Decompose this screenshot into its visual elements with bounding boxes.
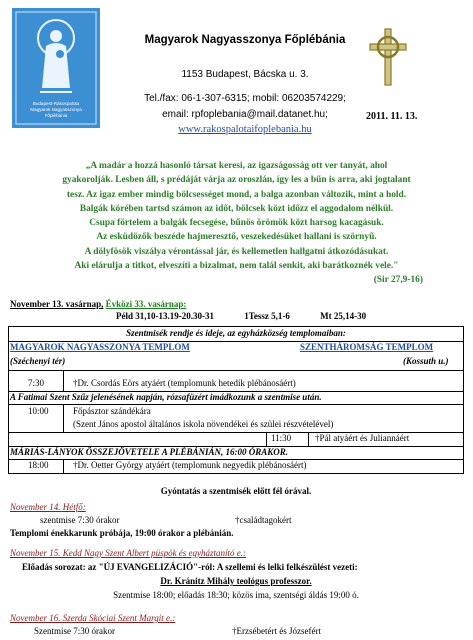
monday-note: Templomi énekkarunk próbája, 19:00 órakor a plébánián. xyxy=(10,528,234,538)
reading-second: 5,1-6 xyxy=(271,311,290,321)
parish-title: Magyarok Nagyasszonya Főplébánia xyxy=(144,34,346,46)
monday-heading: November 14. Hétfő: xyxy=(10,502,86,512)
church-name-1: MAGYAROK NAGYASSZONYA TEMPLOM xyxy=(10,342,190,352)
sunday-feast: Évközi 33. vasárnap: xyxy=(105,299,187,309)
confession-note: Gyóntatás a szentmisék előtt fél órával. xyxy=(160,486,312,496)
mass-table-caption: Szentmisék rendje és ideje, az egyházközség templomaiban: xyxy=(126,328,346,338)
address: 1153 Budapest, Bácska u. 3. xyxy=(181,69,309,80)
gospel: 25,14-30 xyxy=(333,311,367,321)
mass-time: 11:30 xyxy=(271,433,292,443)
mass-time: 18:00 xyxy=(28,460,49,470)
monday-intention: †családtagokért xyxy=(235,515,292,525)
quote-line: Balgák körében tartsd számon az időt, bölcsek közt időzz el aggodalom nélkül. xyxy=(79,203,394,214)
special-note: A Fatimai Szent Szűz jelenésének napján, rózsafüzért imádkozunk a szentmise után. xyxy=(10,392,322,402)
logo-text-line: Budapest-Rákospalota xyxy=(32,101,80,106)
readings xyxy=(116,311,366,321)
wednesday-intention: †Erzsébetért és Józsefért xyxy=(232,626,321,636)
scripture-quote xyxy=(10,159,463,288)
sunday-date: November 13. vasárnap, xyxy=(10,299,104,309)
logo-text-line: Főplébánia xyxy=(44,113,68,118)
celtic-cross-icon xyxy=(366,27,410,87)
reading-second-book: 1Tessz xyxy=(244,311,269,321)
tuesday-lecture: Előadás sorozat: az "ÚJ EVANGELIZÁCIÓ"-ról: A szellemi és lelki felkészülést vezeti: xyxy=(22,562,358,572)
quote-line: gyakorolják. Lesben áll, s prédáját várja az oroszlán, így les a bűn is arra, aki jogtalant xyxy=(62,175,411,186)
parish-logo xyxy=(12,8,100,128)
reading-first: Péld 31,10-13.19-20.30-31 xyxy=(116,311,214,321)
sunday-heading xyxy=(10,299,186,309)
quote-line: Az esküdözők beszéde hajmeresztő, veszekedésüket hallani is szörnyű. xyxy=(96,232,377,243)
tuesday-heading: November 15. Kedd Nagy Szent Albert püspök és egyháztanító e.: xyxy=(10,548,247,558)
quote-line: Aki elárulja a titkot, elveszíti a bizalmat, nem talál senkit, aki barátkoznék vele." xyxy=(74,261,399,272)
gospel-book: Mt xyxy=(320,311,332,321)
mass-time: 10:00 xyxy=(28,406,49,416)
mass-intention: Főpásztor szándékára xyxy=(73,406,151,416)
tuesday-times: Szentmise 18:00; előadás 18:30; közös ima, szentségi áldás 19:00 ó. xyxy=(113,590,359,600)
church-location-1: (Széchenyi tér) xyxy=(10,356,66,366)
mass-intention: †Dr. Oetter György atyáért (templomunk negyedik plébánosáért) xyxy=(73,460,307,470)
wednesday-heading: November 16. Szerda Skóciai Szent Margit e.: xyxy=(10,613,176,623)
mass-intention-detail: (Szent János apostol általános iskola növendékei és szülei részvételével) xyxy=(73,419,334,429)
logo-text-line: Magyarok Nagyasszonya xyxy=(30,107,82,112)
quote-line: „A madár a hozzá hasonló társat keresi, az igazságosság ott ver tanyát, ahol xyxy=(85,161,388,171)
email[interactable]: email: rpfoplebania@mail.datanet.hu; xyxy=(162,109,328,120)
quote-reference: (Sir 27,9-16) xyxy=(373,275,423,286)
special-note: MÁRIÁS-LÁNYOK ÖSSZEJÖVETELE A PLÉBÁNIÁN, 16:00 ÓRAKOR. xyxy=(10,447,288,457)
quote-line: tesz. Az igaz ember mindig bölcsességet mond, a balga azonban változik, mint a hold. xyxy=(66,189,407,200)
monday-mass: szentmise 7:30 órakor xyxy=(40,515,120,525)
bulletin-date: 2011. 11. 13. xyxy=(366,111,418,122)
tuesday-speaker: Dr. Kránitz Mihály teológus professzor. xyxy=(160,576,312,586)
phone: Tel./fax: 06-1-307-6315; mobil: 06203574229; xyxy=(144,93,346,104)
mass-intention: †Pál atyáért és Juliannáért xyxy=(315,433,410,443)
church-name-2: SZENTHÁROMSÁG TEMPLOM xyxy=(300,342,434,352)
mass-intention: †Dr. Csordás Eörs atyáért (templomunk hetedik plébánosáért) xyxy=(73,378,296,388)
church-location-2: (Kossuth u.) xyxy=(403,356,449,366)
wednesday-mass: Szentmise 7:30 órakor xyxy=(34,626,115,636)
website-link[interactable]: www.rakospalotaifoplebania.hu xyxy=(178,124,312,135)
quote-line: A dölyfösök viszálya vérontással jár, és kellemetlen hallgatni átkozódásukat. xyxy=(84,246,389,257)
quote-line: Csupa förtelem a balgák fecsegése, bűnös örömök közt harsog kacagásuk. xyxy=(89,218,384,229)
mass-time: 7:30 xyxy=(28,378,45,388)
